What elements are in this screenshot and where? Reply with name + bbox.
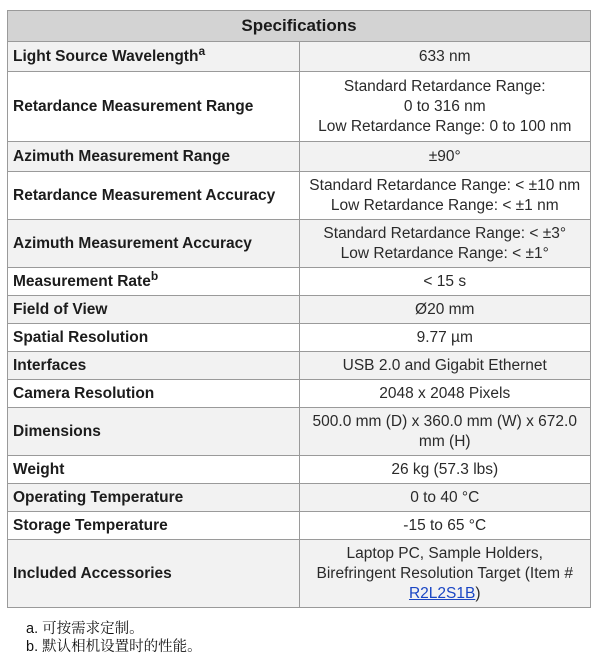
row-label: Storage Temperature	[8, 512, 300, 540]
footnote-a: a. 可按需求定制。	[26, 621, 144, 637]
row-label: Weight	[8, 456, 300, 484]
row-label: Azimuth Measurement Range	[8, 142, 300, 172]
specifications-table	[7, 10, 591, 608]
table-row	[8, 540, 591, 608]
row-value: Standard Retardance Range: < ±10 nm Low Retardance Range: < ±1 nm	[299, 172, 591, 220]
table-row	[8, 72, 591, 142]
table-row	[8, 352, 591, 380]
row-value: 2048 x 2048 Pixels	[299, 380, 591, 408]
row-label: Operating Temperature	[8, 484, 300, 512]
footnote-marker: a	[198, 43, 206, 58]
row-value: -15 to 65 °C	[299, 512, 591, 540]
table-row	[8, 220, 591, 268]
row-label: Retardance Measurement Accuracy	[8, 172, 300, 220]
row-value: 0 to 40 °C	[299, 484, 591, 512]
row-label: Interfaces	[8, 352, 300, 380]
table-row	[8, 172, 591, 220]
row-label: Spatial Resolution	[8, 324, 300, 352]
table-row	[8, 324, 591, 352]
footnotes	[26, 620, 202, 656]
table-header: Specifications	[8, 11, 591, 42]
table-header-row	[8, 11, 591, 42]
table-row	[8, 408, 591, 456]
row-value: 26 kg (57.3 lbs)	[299, 456, 591, 484]
row-value: 633 nm	[299, 42, 591, 72]
item-link[interactable]: R2L2S1B	[408, 584, 476, 602]
row-value: Laptop PC, Sample Holders, Birefringent Resolution Target (Item # R2L2S1B)	[299, 540, 591, 608]
table-row	[8, 268, 591, 296]
row-value: USB 2.0 and Gigabit Ethernet	[299, 352, 591, 380]
row-label: Retardance Measurement Range	[8, 72, 300, 142]
row-value: Standard Retardance Range: < ±3° Low Retardance Range: < ±1°	[299, 220, 591, 268]
table-row	[8, 456, 591, 484]
row-value: 9.77 µm	[299, 324, 591, 352]
footnote-b: b. 默认相机设置时的性能。	[26, 639, 202, 655]
table-row	[8, 42, 591, 72]
table-row	[8, 512, 591, 540]
row-value: < 15 s	[299, 268, 591, 296]
spec-table-container	[7, 10, 591, 608]
row-label: Dimensions	[8, 408, 300, 456]
row-label: Light Source Wavelength$^a$	[8, 42, 300, 72]
table-row	[8, 380, 591, 408]
row-value: Standard Retardance Range: 0 to 316 nm Low Retardance Range: 0 to 100 nm	[299, 72, 591, 142]
table-row	[8, 296, 591, 324]
row-label: Field of View	[8, 296, 300, 324]
row-value: ±90°	[299, 142, 591, 172]
row-value: 500.0 mm (D) x 360.0 mm (W) x 672.0 mm (H)	[299, 408, 591, 456]
table-row	[8, 142, 591, 172]
row-label: Measurement Rate$^b$	[8, 268, 300, 296]
row-label: Included Accessories	[8, 540, 300, 608]
footnote-marker: b	[150, 268, 159, 283]
row-label: Camera Resolution	[8, 380, 300, 408]
row-label: Azimuth Measurement Accuracy	[8, 220, 300, 268]
table-row	[8, 484, 591, 512]
row-value: Ø20 mm	[299, 296, 591, 324]
